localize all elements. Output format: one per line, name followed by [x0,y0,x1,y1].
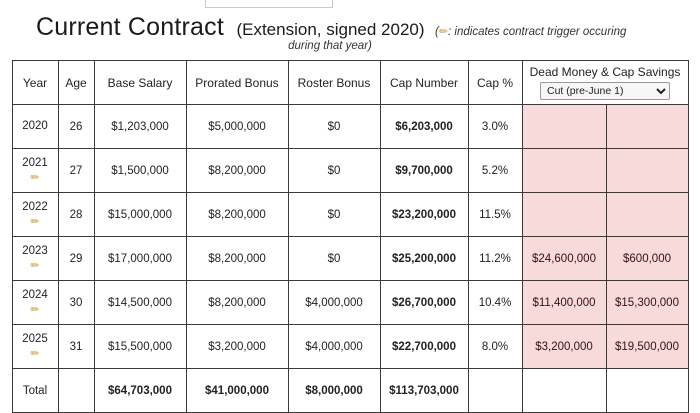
table-header-row [12,61,688,105]
cell-cap-pct: 11.2% [468,237,522,281]
cell-total-prorated-bonus: $41,000,000 [186,369,288,413]
cell-roster-bonus: $0 [288,149,380,193]
cell-total-roster-bonus: $8,000,000 [288,369,380,413]
table-row [12,149,688,193]
header-roster-bonus: Roster Bonus [288,61,380,105]
cell-dead-money [522,105,606,149]
cell-base-salary: $1,203,000 [94,105,186,149]
cell-total-label: Total [12,369,58,413]
cell-year: 2020 [12,105,58,149]
table-row [12,281,688,325]
header-age: Age [58,61,94,105]
cell-base-salary: $17,000,000 [94,237,186,281]
pencil-icon: ✏ [30,215,40,228]
table-row [12,325,688,369]
cell-age: 30 [58,281,94,325]
top-cutoff-element [205,0,333,8]
cell-cap-savings [606,105,688,149]
pencil-icon: ✏ [438,26,449,38]
header-year: Year [12,61,58,105]
cell-cap-savings: $19,500,000 [606,325,688,369]
table-row [12,105,688,149]
cell-year: 2024 ✏ [12,281,58,325]
cell-prorated-bonus: $8,200,000 [186,193,288,237]
cell-cap-savings [606,149,688,193]
cell-base-salary: $15,000,000 [94,193,186,237]
cell-total-age [58,369,94,413]
cell-cap-pct: 3.0% [468,105,522,149]
cell-cap-number: $25,200,000 [380,237,468,281]
cell-age: 26 [58,105,94,149]
cell-dead-money: $11,400,000 [522,281,606,325]
header-dead-money-group [522,61,688,105]
cell-total-cap-number: $113,703,000 [380,369,468,413]
trigger-note [435,26,626,38]
cell-roster-bonus: $4,000,000 [288,281,380,325]
cell-cap-pct: 10.4% [468,281,522,325]
pencil-icon: ✏ [30,303,40,316]
trigger-note-line2: during that year) [288,40,372,53]
pencil-icon: ✏ [30,347,40,360]
table-row [12,237,688,281]
cell-dead-money [522,149,606,193]
cell-year: 2025 ✏ [12,325,58,369]
cell-cap-savings [606,193,688,237]
pencil-icon: ✏ [30,171,40,184]
note-open-paren: ( [434,26,439,38]
cell-prorated-bonus: $8,200,000 [186,237,288,281]
cell-total-base-salary: $64,703,000 [94,369,186,413]
contract-table [12,60,689,413]
cell-total-cap-pct [468,369,522,413]
header-dead-money-label: Dead Money & Cap Savings [529,65,681,80]
page-subtitle: (Extension, signed 2020) [236,20,425,39]
cell-dead-money [522,193,606,237]
cell-year: 2021 ✏ [12,149,58,193]
cell-base-salary: $15,500,000 [94,325,186,369]
cell-age: 31 [58,325,94,369]
header-prorated-bonus: Prorated Bonus [186,61,288,105]
cell-cap-pct: 5.2% [468,149,522,193]
cell-base-salary: $14,500,000 [94,281,186,325]
cell-dead-money: $3,200,000 [522,325,606,369]
cell-cap-number: $6,203,000 [380,105,468,149]
header-cap-number: Cap Number [380,61,468,105]
cell-year: 2023 ✏ [12,237,58,281]
cell-cap-savings: $15,300,000 [606,281,688,325]
cell-base-salary: $1,500,000 [94,149,186,193]
cell-total-cap-savings [606,369,688,413]
note-text: : indicates contract trigger occuring [448,26,627,38]
cell-age: 29 [58,237,94,281]
page-title: Current Contract [36,13,224,41]
cell-cap-pct: 8.0% [468,325,522,369]
cell-dead-money: $24,600,000 [522,237,606,281]
cell-cap-number: $23,200,000 [380,193,468,237]
pencil-icon: ✏ [30,259,40,272]
cell-age: 27 [58,149,94,193]
cell-prorated-bonus: $8,200,000 [186,281,288,325]
cell-roster-bonus: $4,000,000 [288,325,380,369]
cell-cap-savings: $600,000 [606,237,688,281]
cell-cap-pct: 11.5% [468,193,522,237]
page-title-block [0,0,700,42]
table-total-row [12,369,688,413]
cell-prorated-bonus: $3,200,000 [186,325,288,369]
cell-age: 28 [58,193,94,237]
cell-roster-bonus: $0 [288,237,380,281]
cell-prorated-bonus: $5,000,000 [186,105,288,149]
table-row [12,193,688,237]
cell-year: 2022 ✏ [12,193,58,237]
header-cap-pct: Cap % [468,61,522,105]
cell-cap-number: $26,700,000 [380,281,468,325]
cell-cap-number: $9,700,000 [380,149,468,193]
cell-roster-bonus: $0 [288,193,380,237]
cell-prorated-bonus: $8,200,000 [186,149,288,193]
cut-type-select[interactable] [540,82,670,100]
header-base-salary: Base Salary [94,61,186,105]
cell-cap-number: $22,700,000 [380,325,468,369]
cell-total-dead-money [522,369,606,413]
cell-roster-bonus: $0 [288,105,380,149]
